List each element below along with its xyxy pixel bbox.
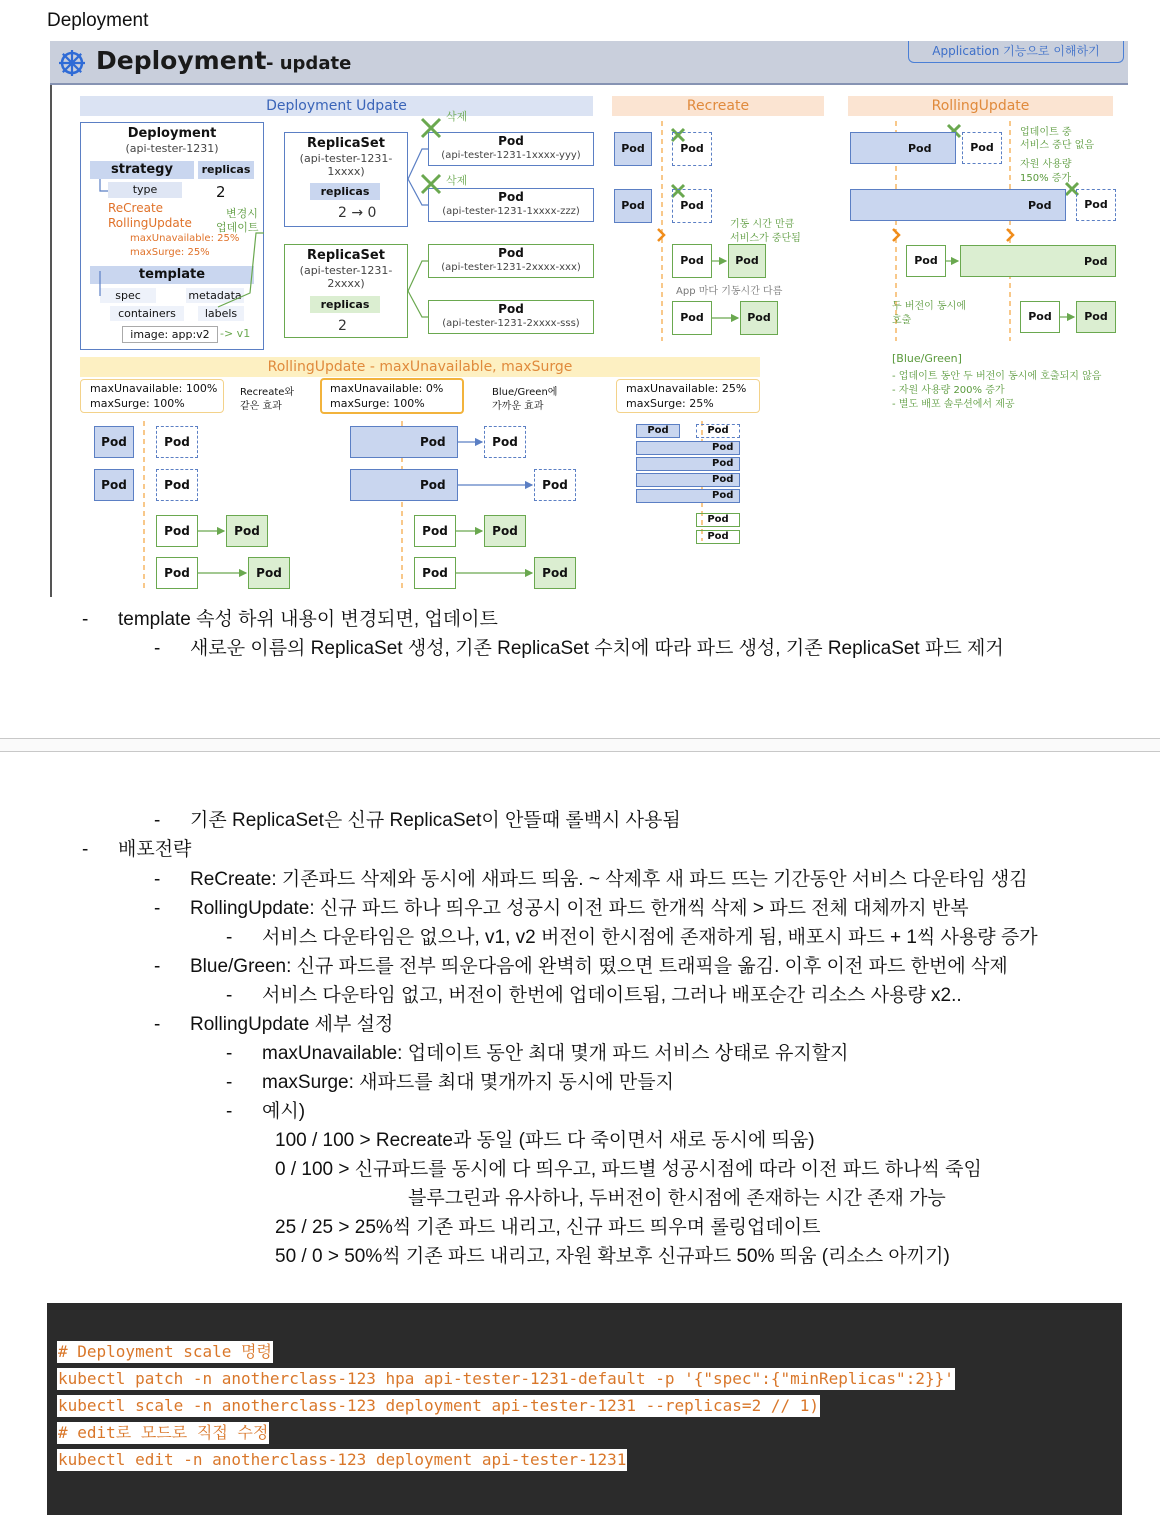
strategy-label: strategy: [90, 161, 194, 179]
param-2-note-1: Blue/Green에: [492, 387, 558, 398]
blue-green-line-1: - 업데이트 동안 두 버전이 동시에 호출되지 않음: [892, 371, 1102, 382]
pod-2-title: Pod: [498, 190, 524, 204]
banner-subtitle: - update: [266, 53, 352, 74]
deployment-name: (api-tester-1231): [125, 142, 219, 155]
image-version-arrow: -> v1: [220, 327, 251, 340]
p3-pod-5: Pod: [712, 490, 734, 501]
p3-pod-2: Pod: [712, 442, 734, 453]
p3-pod-del-1: Pod: [696, 424, 740, 438]
blue-green-line-3: - 별도 배포 솔루션에서 제공: [892, 399, 1015, 410]
param-1-note-1: Recreate와: [240, 387, 295, 398]
recreate-pod-del-1: Pod: [672, 132, 712, 166]
replicaset-1-name-2: 1xxxx): [327, 165, 365, 178]
banner-title: Deployment: [96, 46, 267, 75]
recreate-pod-new-2: Pod: [740, 301, 778, 335]
p3-pod-3: Pod: [712, 458, 734, 469]
code-line-4[interactable]: # edit로 모드로 직접 수정: [58, 1423, 269, 1442]
p2-pod-del-1: Pod: [484, 426, 526, 458]
recreate-pod-start-1: Pod: [672, 244, 712, 278]
code-line-5[interactable]: kubectl edit -n anotherclass-123 deployment api-tester-1231: [58, 1450, 627, 1469]
labels-label: labels: [198, 306, 244, 321]
rolling-pod-new-2: Pod: [1076, 301, 1116, 333]
note-line-7: 서비스 다운타임은 없으나, v1, v2 버전이 한시점에 존재하게 됨, 배포시 파드 + 1씩 사용량 증가: [262, 927, 1038, 948]
note-line-9: 서비스 다운타임 없고, 버전이 한번에 업데이트됨, 그러나 배포순간 리소스 사용량 x2..: [262, 985, 962, 1006]
pod-3-title: Pod: [498, 246, 524, 260]
rolling-no-stop-1: 업데이트 중: [1020, 127, 1072, 138]
replicaset-2-replicas-label: replicas: [310, 296, 380, 313]
max-surge-default: maxSurge: 25%: [130, 247, 210, 258]
recreate-option: ReCreate: [108, 201, 164, 215]
p3-pod-old-1: Pod: [636, 424, 680, 438]
pod-2-name: (api-tester-1231-1xxxx-zzz): [442, 206, 580, 217]
param-2-unavail: maxUnavailable: 0%: [330, 382, 444, 395]
note-line-15: 0 / 100 > 신규파드를 동시에 다 띄우고, 파드별 성공시점에 따라 이전 파드 하나씩 죽임: [275, 1159, 982, 1180]
p2-pod-del-2: Pod: [534, 469, 576, 501]
p3-pod-new-2: Pod: [696, 530, 740, 544]
p1-pod-start-2: Pod: [156, 557, 198, 589]
rolling-usage-2: 150% 증가: [1020, 173, 1072, 184]
note-line-16: 블루그린과 유사하나, 두버전이 한시점에 존재하는 시간 존재 가능: [408, 1188, 946, 1209]
rolling-no-stop-2: 서비스 중단 없음: [1020, 140, 1094, 151]
note-line-10: RollingUpdate 세부 설정: [190, 1014, 394, 1035]
note-line-18: 50 / 0 > 50%씩 기존 파드 내리고, 자원 확보후 신규파드 50% 띄움 (리소스 아끼기): [275, 1246, 950, 1267]
p2-pod-new-1: Pod: [484, 515, 526, 547]
replicaset-1-name-1: (api-tester-1231-: [299, 152, 393, 165]
note-line-14: 100 / 100 > Recreate과 동일 (파드 다 죽이면서 새로 동시에 띄움): [275, 1130, 815, 1151]
rolling-pod-old-1: Pod: [908, 142, 932, 155]
p1-pod-new-2: Pod: [248, 557, 290, 589]
code-line-3[interactable]: kubectl scale -n anotherclass-123 deployment api-tester-1231 --replicas=2 // 1): [58, 1396, 819, 1415]
metadata-label: metadata: [186, 288, 244, 303]
pod-3-name: (api-tester-1231-2xxxx-xxx): [441, 262, 581, 273]
diagram-arrows: [50, 41, 1128, 597]
change-note-2: 업데이트: [216, 221, 259, 234]
rolling-option: RollingUpdate: [108, 216, 192, 230]
deployment-update-diagram: [50, 41, 1128, 597]
note-line-11: maxUnavailable: 업데이트 동안 최대 몇개 파드 서비스 상태로 유지할지: [262, 1043, 849, 1064]
type-label: type: [108, 182, 182, 198]
note-line-8: Blue/Green: 신규 파드를 전부 띄운다음에 완벽히 떴으면 트래픽을 옮김. 이후 이전 파드 한번에 삭제: [190, 956, 1008, 977]
param-2-note-2: 가까운 효과: [492, 401, 544, 412]
application-note-tab[interactable]: Application 기능으로 이해하기: [908, 41, 1124, 63]
rolling-both-1: 두 버전이 동시에: [892, 301, 966, 312]
p1-pod-del-1: Pod: [156, 426, 198, 458]
rolling-pod-del-2: Pod: [1076, 189, 1116, 221]
replicas-label: replicas: [198, 161, 254, 179]
param-1-note-2: 같은 효과: [240, 401, 282, 412]
code-line-2[interactable]: kubectl patch -n anotherclass-123 hpa api-tester-1231-default -p '{"spec":{"minReplicas":2}}': [58, 1369, 954, 1388]
replicas-value: 2: [216, 183, 226, 201]
rolling-pod-start-1: Pod: [906, 245, 946, 277]
pod-4-title: Pod: [498, 302, 524, 316]
containers-label: containers: [110, 306, 184, 321]
code-block[interactable]: [47, 1303, 1122, 1515]
replicaset-2-name-2: 2xxxx): [327, 277, 365, 290]
rolling-usage-1: 자원 사용량: [1020, 159, 1072, 170]
rolling-pod-start-2: Pod: [1020, 301, 1060, 333]
note-line-2: 새로운 이름의 ReplicaSet 생성, 기존 ReplicaSet 수치에 따라 파드 생성, 기존 ReplicaSet 파드 제거: [190, 638, 1004, 659]
replicaset-1-title: ReplicaSet: [307, 136, 385, 151]
param-1-surge: maxSurge: 100%: [90, 397, 185, 410]
note-line-1: template 속성 하위 내용이 변경되면, 업데이트: [118, 609, 498, 630]
note-line-4: 배포전략: [118, 839, 192, 860]
blue-green-title: [Blue/Green]: [892, 352, 962, 365]
param-3-surge: maxSurge: 25%: [626, 397, 714, 410]
note-line-3: 기존 ReplicaSet은 신규 ReplicaSet이 안뜰때 롤백시 사용됨: [190, 810, 681, 831]
change-note-1: 변경시: [226, 207, 258, 220]
image-label: image: app:v2: [122, 326, 218, 343]
section-rolling-update: RollingUpdate: [848, 96, 1113, 116]
recreate-pod-del-2: Pod: [672, 189, 712, 223]
recreate-pod-old-2: Pod: [614, 189, 652, 223]
p1-pod-old-1: Pod: [94, 426, 134, 458]
p1-pod-old-2: Pod: [94, 469, 134, 501]
page-title: Deployment: [47, 10, 149, 31]
code-line-1[interactable]: # Deployment scale 명령: [58, 1342, 272, 1361]
rolling-both-2: 호출: [892, 315, 912, 326]
replicaset-2-title: ReplicaSet: [307, 248, 385, 263]
p3-pod-4: Pod: [712, 474, 734, 485]
recreate-downtime-2: 서비스가 중단됨: [730, 233, 801, 244]
recreate-pod-start-2: Pod: [672, 301, 712, 335]
note-line-12: maxSurge: 새파드를 최대 몇개까지 동시에 만들지: [262, 1072, 674, 1093]
p2-pod-new-2: Pod: [534, 557, 576, 589]
p1-pod-start-1: Pod: [156, 515, 198, 547]
note-line-17: 25 / 25 > 25%씩 기존 파드 내리고, 신규 파드 띄우며 롤링업데이트: [275, 1217, 821, 1238]
pod-4-name: (api-tester-1231-2xxxx-sss): [442, 318, 580, 329]
pod-1-title: Pod: [498, 134, 524, 148]
note-line-13: 예시): [262, 1101, 306, 1122]
pod-1-name: (api-tester-1231-1xxxx-yyy): [441, 150, 581, 161]
delete-label-2: 삭제: [446, 174, 468, 187]
rolling-pod-del-1: Pod: [962, 132, 1002, 164]
note-line-5: ReCreate: 기존파드 삭제와 동시에 새파드 띄움. ~ 삭제후 새 파드 뜨는 기간동안 서비스 다운타임 생김: [190, 869, 1028, 890]
bullet-dash: -: [154, 638, 161, 659]
p1-pod-new-1: Pod: [226, 515, 268, 547]
max-unavailable-default: maxUnavailable: 25%: [130, 233, 240, 244]
param-1-unavail: maxUnavailable: 100%: [90, 382, 218, 395]
deployment-title: Deployment: [127, 126, 217, 141]
blue-green-line-2: - 자원 사용량 200% 증가: [892, 385, 1005, 396]
note-line-6: RollingUpdate: 신규 파드 하나 띄우고 성공시 이전 파드 한개씩 삭제 > 파드 전체 대체까지 반복: [190, 898, 969, 919]
rolling-pod-old-2: Pod: [1028, 199, 1052, 212]
recreate-downtime-1: 기동 시간 만큼: [730, 219, 795, 230]
p3-pod-new-1: Pod: [696, 513, 740, 527]
recreate-startup-note: App 마다 기동시간 다름: [676, 286, 783, 297]
p2-pod-start-2: Pod: [414, 557, 456, 589]
p2-pod-old-1: Pod: [420, 435, 446, 449]
bullet-dash: -: [82, 609, 89, 630]
param-3-unavail: maxUnavailable: 25%: [626, 382, 747, 395]
spec-label: spec: [100, 288, 156, 303]
param-2-surge: maxSurge: 100%: [330, 397, 425, 410]
replicaset-1-replicas-label: replicas: [310, 183, 380, 200]
replicaset-2-name-1: (api-tester-1231-: [299, 264, 393, 277]
section-deployment-update: Deployment Udpate: [80, 96, 593, 116]
section-recreate: Recreate: [612, 96, 824, 116]
p2-pod-old-2: Pod: [420, 478, 446, 492]
replicaset-2-value: 2: [338, 318, 347, 334]
recreate-pod-new-1: Pod: [728, 244, 766, 278]
page-divider: [0, 738, 1160, 752]
rolling-pod-new-1: Pod: [1084, 255, 1108, 268]
replicaset-1-value: 2 → 0: [338, 205, 377, 221]
p1-pod-del-2: Pod: [156, 469, 198, 501]
recreate-pod-old-1: Pod: [614, 132, 652, 166]
delete-label-1: 삭제: [446, 110, 468, 123]
p2-pod-start-1: Pod: [414, 515, 456, 547]
section-rolling-params: RollingUpdate - maxUnavailable, maxSurge: [80, 357, 760, 377]
template-label: template: [90, 266, 254, 284]
